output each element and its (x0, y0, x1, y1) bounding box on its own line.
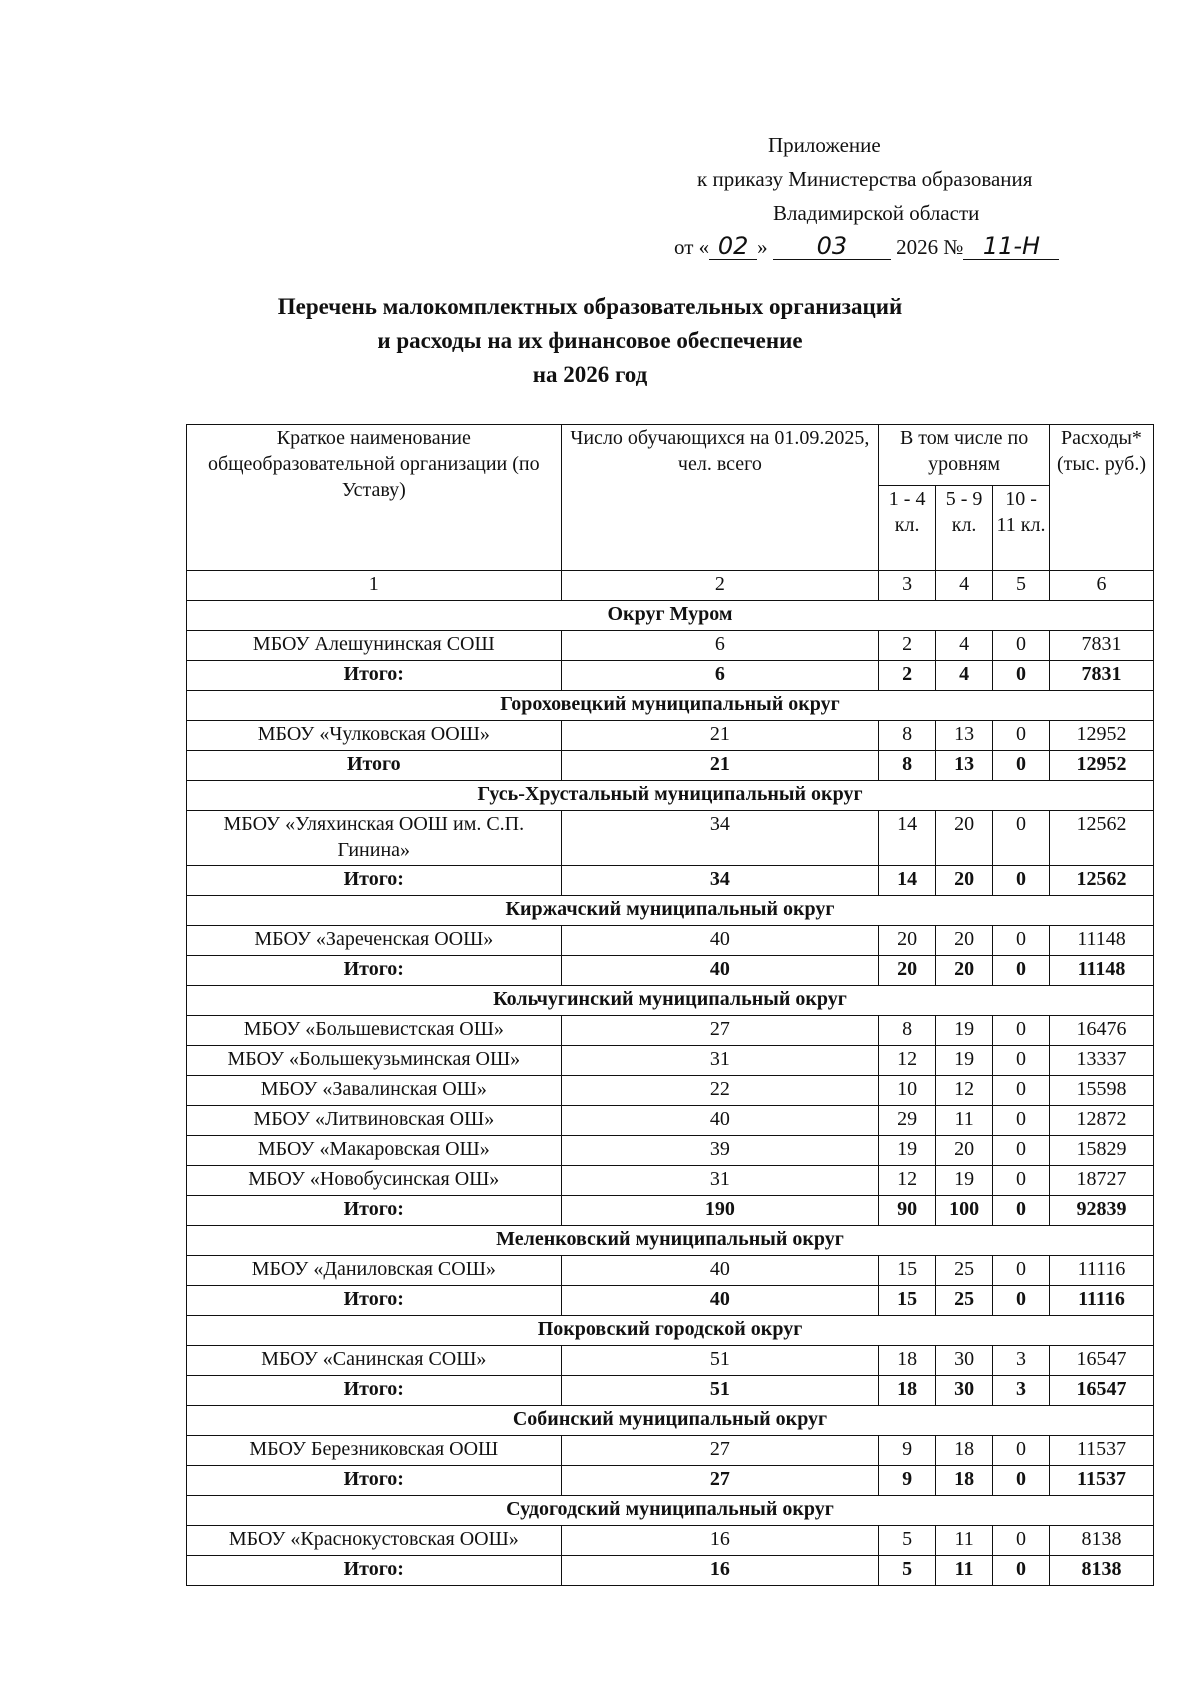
header-row (187, 425, 1154, 486)
column-number: 2 (561, 571, 879, 601)
school-name: МБОУ «Зареченская ООШ» (187, 926, 562, 956)
total-level-3: 0 (993, 866, 1050, 896)
total-students: 190 (561, 1196, 879, 1226)
appendix-order-ref: к приказу Министерства образования (697, 167, 1033, 191)
district-row (187, 1226, 1154, 1256)
expenses: 16547 (1050, 1346, 1154, 1376)
students-level-2: 25 (936, 1256, 993, 1286)
district-title: Судогодский муниципальный округ (187, 1496, 1154, 1526)
students-total: 51 (561, 1346, 879, 1376)
total-label: Итого: (187, 1376, 562, 1406)
total-students: 6 (561, 661, 879, 691)
school-name: МБОУ «Санинская СОШ» (187, 1346, 562, 1376)
students-total: 31 (561, 1166, 879, 1196)
total-row (187, 1376, 1154, 1406)
school-name: МБОУ «Новобусинская ОШ» (187, 1166, 562, 1196)
expenses: 12872 (1050, 1106, 1154, 1136)
total-students: 27 (561, 1466, 879, 1496)
students-level-1: 18 (879, 1346, 936, 1376)
appendix-region: Владимирской области (773, 201, 980, 225)
students-total: 6 (561, 631, 879, 661)
expenses: 11537 (1050, 1436, 1154, 1466)
header-students: Число обучающихся на 01.09.2025, чел. всего (561, 425, 879, 571)
table-row (187, 926, 1154, 956)
total-label: Итого: (187, 661, 562, 691)
district-row (187, 1316, 1154, 1346)
district-title: Округ Муром (187, 601, 1154, 631)
students-level-1: 5 (879, 1526, 936, 1556)
schools-table (186, 424, 1154, 1586)
students-level-2: 19 (936, 1046, 993, 1076)
table-row (187, 1046, 1154, 1076)
total-expenses: 7831 (1050, 661, 1154, 691)
header-levels: В том числе по уровням (879, 425, 1050, 486)
expenses: 16476 (1050, 1016, 1154, 1046)
district-title: Покровский городской округ (187, 1316, 1154, 1346)
date-prefix: от « (674, 235, 710, 259)
total-row (187, 661, 1154, 691)
total-level-2: 30 (936, 1376, 993, 1406)
expenses: 11148 (1050, 926, 1154, 956)
students-total: 31 (561, 1046, 879, 1076)
students-total: 27 (561, 1016, 879, 1046)
total-level-1: 18 (879, 1376, 936, 1406)
expenses: 18727 (1050, 1166, 1154, 1196)
students-level-1: 14 (879, 811, 936, 866)
expenses: 12562 (1050, 811, 1154, 866)
students-level-2: 20 (936, 926, 993, 956)
students-total: 16 (561, 1526, 879, 1556)
column-number: 3 (879, 571, 936, 601)
district-row (187, 1406, 1154, 1436)
students-level-2: 12 (936, 1076, 993, 1106)
table-row (187, 721, 1154, 751)
district-title: Кольчугинский муниципальный округ (187, 986, 1154, 1016)
students-level-3: 0 (993, 1076, 1050, 1106)
total-level-2: 4 (936, 661, 993, 691)
total-level-2: 20 (936, 866, 993, 896)
expenses: 15598 (1050, 1076, 1154, 1106)
table-row (187, 1436, 1154, 1466)
table-row (187, 1136, 1154, 1166)
students-level-1: 9 (879, 1436, 936, 1466)
total-label: Итого: (187, 1556, 562, 1586)
students-level-2: 4 (936, 631, 993, 661)
title-line-2: и расходы на их финансовое обеспечение (377, 328, 803, 353)
students-level-1: 12 (879, 1166, 936, 1196)
district-title: Гусь-Хрустальный муниципальный округ (187, 781, 1154, 811)
table-row (187, 1016, 1154, 1046)
district-title: Меленковский муниципальный округ (187, 1226, 1154, 1256)
number-prefix: № (943, 235, 964, 259)
total-label: Итого: (187, 956, 562, 986)
students-level-3: 0 (993, 1046, 1050, 1076)
students-level-1: 19 (879, 1136, 936, 1166)
total-level-1: 20 (879, 956, 936, 986)
expenses: 8138 (1050, 1526, 1154, 1556)
total-level-3: 0 (993, 1466, 1050, 1496)
students-level-2: 11 (936, 1106, 993, 1136)
total-level-1: 14 (879, 866, 936, 896)
total-expenses: 12952 (1050, 751, 1154, 781)
column-number: 4 (936, 571, 993, 601)
total-students: 40 (561, 956, 879, 986)
school-name: МБОУ Березниковская ООШ (187, 1436, 562, 1466)
total-label: Итого: (187, 866, 562, 896)
total-label: Итого: (187, 1196, 562, 1226)
students-level-2: 18 (936, 1436, 993, 1466)
table-row (187, 1076, 1154, 1106)
students-level-3: 0 (993, 631, 1050, 661)
header-level-1-4: 1 - 4 кл. (879, 486, 936, 571)
total-level-3: 0 (993, 1196, 1050, 1226)
students-level-3: 0 (993, 1106, 1050, 1136)
column-numbers-row (187, 571, 1154, 601)
total-expenses: 11537 (1050, 1466, 1154, 1496)
school-name: МБОУ «Краснокустовская ООШ» (187, 1526, 562, 1556)
total-expenses: 11148 (1050, 956, 1154, 986)
total-level-1: 5 (879, 1556, 936, 1586)
students-level-3: 0 (993, 1136, 1050, 1166)
total-level-1: 9 (879, 1466, 936, 1496)
students-level-1: 8 (879, 1016, 936, 1046)
appendix-block (640, 128, 1100, 264)
students-level-3: 0 (993, 1526, 1050, 1556)
students-total: 27 (561, 1436, 879, 1466)
total-level-1: 90 (879, 1196, 936, 1226)
students-level-2: 19 (936, 1016, 993, 1046)
total-row (187, 1196, 1154, 1226)
district-row (187, 691, 1154, 721)
students-level-1: 2 (879, 631, 936, 661)
school-name: МБОУ «Даниловская СОШ» (187, 1256, 562, 1286)
school-name: МБОУ «Завалинская ОШ» (187, 1076, 562, 1106)
students-level-1: 29 (879, 1106, 936, 1136)
header-name: Краткое наименование общеобразовательной организации (по Уставу) (187, 425, 562, 571)
order-number: 11-Н (963, 233, 1059, 260)
students-level-3: 0 (993, 721, 1050, 751)
students-level-2: 30 (936, 1346, 993, 1376)
school-name: МБОУ Алешунинская СОШ (187, 631, 562, 661)
total-students: 16 (561, 1556, 879, 1586)
expenses: 15829 (1050, 1136, 1154, 1166)
header-level-5-9: 5 - 9 кл. (936, 486, 993, 571)
title-line-1: Перечень малокомплектных образовательных организаций (277, 294, 903, 319)
students-level-3: 0 (993, 1166, 1050, 1196)
total-level-2: 20 (936, 956, 993, 986)
table-row (187, 1346, 1154, 1376)
students-level-1: 8 (879, 721, 936, 751)
students-total: 21 (561, 721, 879, 751)
students-level-1: 10 (879, 1076, 936, 1106)
total-label: Итого (187, 751, 562, 781)
total-level-1: 2 (879, 661, 936, 691)
students-level-3: 0 (993, 1016, 1050, 1046)
appendix-date-line (640, 230, 1100, 264)
students-level-1: 12 (879, 1046, 936, 1076)
total-students: 51 (561, 1376, 879, 1406)
total-row (187, 1466, 1154, 1496)
students-level-1: 15 (879, 1256, 936, 1286)
total-expenses: 92839 (1050, 1196, 1154, 1226)
total-level-2: 11 (936, 1556, 993, 1586)
table-row (187, 1106, 1154, 1136)
students-level-3: 0 (993, 811, 1050, 866)
total-row (187, 1556, 1154, 1586)
total-level-3: 3 (993, 1376, 1050, 1406)
document-title (150, 290, 1030, 392)
total-level-1: 15 (879, 1286, 936, 1316)
students-level-3: 0 (993, 1256, 1050, 1286)
date-mid: » (757, 235, 768, 259)
district-row (187, 986, 1154, 1016)
school-name: МБОУ «Литвиновская ОШ» (187, 1106, 562, 1136)
total-level-2: 13 (936, 751, 993, 781)
header-level-10-11: 10 - 11 кл. (993, 486, 1050, 571)
total-expenses: 11116 (1050, 1286, 1154, 1316)
district-row (187, 601, 1154, 631)
students-total: 40 (561, 1106, 879, 1136)
table-row (187, 1166, 1154, 1196)
total-level-2: 100 (936, 1196, 993, 1226)
appendix-title: Приложение (768, 133, 881, 157)
column-number: 6 (1050, 571, 1154, 601)
district-row (187, 1496, 1154, 1526)
school-name: МБОУ «Чулковская ООШ» (187, 721, 562, 751)
students-level-1: 20 (879, 926, 936, 956)
table-row (187, 811, 1154, 866)
total-level-1: 8 (879, 751, 936, 781)
school-name: МБОУ «Большевистская ОШ» (187, 1016, 562, 1046)
total-expenses: 8138 (1050, 1556, 1154, 1586)
district-title: Киржачский муниципальный округ (187, 896, 1154, 926)
table-row (187, 631, 1154, 661)
students-total: 40 (561, 1256, 879, 1286)
expenses: 7831 (1050, 631, 1154, 661)
total-level-2: 25 (936, 1286, 993, 1316)
date-month: 03 (773, 233, 891, 260)
total-row (187, 866, 1154, 896)
district-row (187, 896, 1154, 926)
total-level-3: 0 (993, 956, 1050, 986)
students-total: 40 (561, 926, 879, 956)
header-expenses: Расходы* (тыс. руб.) (1050, 425, 1154, 571)
table-row (187, 1526, 1154, 1556)
students-level-3: 0 (993, 926, 1050, 956)
total-level-3: 0 (993, 1286, 1050, 1316)
school-name: МБОУ «Уляхинская ООШ им. С.П. Гинина» (187, 811, 562, 866)
total-students: 21 (561, 751, 879, 781)
total-level-3: 0 (993, 1556, 1050, 1586)
total-row (187, 751, 1154, 781)
total-row (187, 1286, 1154, 1316)
students-total: 34 (561, 811, 879, 866)
total-label: Итого: (187, 1466, 562, 1496)
total-level-3: 0 (993, 661, 1050, 691)
district-title: Гороховецкий муниципальный округ (187, 691, 1154, 721)
column-number: 1 (187, 571, 562, 601)
students-level-2: 20 (936, 811, 993, 866)
students-level-2: 13 (936, 721, 993, 751)
expenses: 12952 (1050, 721, 1154, 751)
total-expenses: 12562 (1050, 866, 1154, 896)
total-row (187, 956, 1154, 986)
expenses: 11116 (1050, 1256, 1154, 1286)
students-level-2: 19 (936, 1166, 993, 1196)
title-line-3: на 2026 год (532, 362, 648, 387)
district-title: Собинский муниципальный округ (187, 1406, 1154, 1436)
total-students: 34 (561, 866, 879, 896)
school-name: МБОУ «Большекузьминская ОШ» (187, 1046, 562, 1076)
students-total: 22 (561, 1076, 879, 1106)
students-level-2: 20 (936, 1136, 993, 1166)
expenses: 13337 (1050, 1046, 1154, 1076)
students-total: 39 (561, 1136, 879, 1166)
total-students: 40 (561, 1286, 879, 1316)
date-year: 2026 (896, 235, 939, 259)
students-level-2: 11 (936, 1526, 993, 1556)
students-level-3: 3 (993, 1346, 1050, 1376)
total-level-3: 0 (993, 751, 1050, 781)
school-name: МБОУ «Макаровская ОШ» (187, 1136, 562, 1166)
total-expenses: 16547 (1050, 1376, 1154, 1406)
district-row (187, 781, 1154, 811)
total-level-2: 18 (936, 1466, 993, 1496)
column-number: 5 (993, 571, 1050, 601)
total-label: Итого: (187, 1286, 562, 1316)
students-level-3: 0 (993, 1436, 1050, 1466)
table-row (187, 1256, 1154, 1286)
date-day: 02 (709, 233, 757, 260)
